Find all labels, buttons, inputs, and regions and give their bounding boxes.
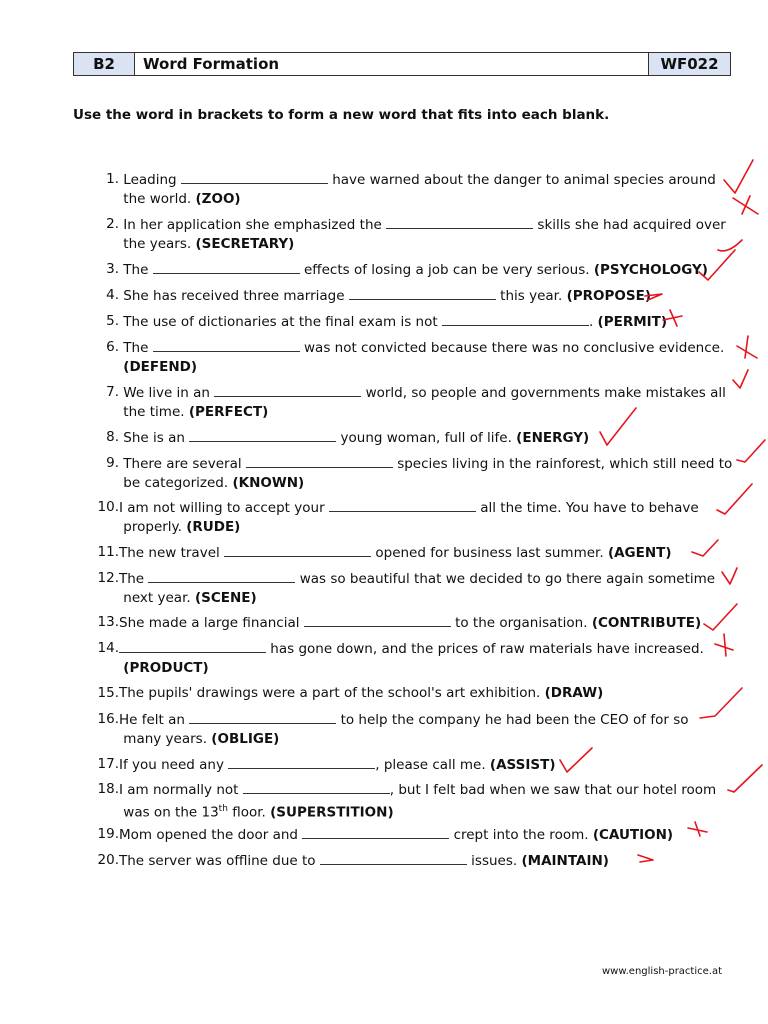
answer-blank[interactable] [386, 215, 533, 229]
item-text: I am not willing to accept your [119, 500, 325, 516]
item-text: She has received three marriage [123, 288, 345, 304]
item-text: all the time. You have to behave [480, 500, 699, 516]
item-number: 15. [97, 685, 119, 701]
item-text: , but I felt bad when we saw that our hotel room [389, 782, 717, 798]
instructions: Use the word in brackets to form a new word that fits into each blank. [73, 107, 610, 123]
answer-blank[interactable] [189, 710, 336, 724]
exercise-item [95, 215, 735, 254]
item-text: The new travel [119, 545, 220, 561]
answer-blank[interactable] [329, 498, 476, 512]
item-number: 8. [106, 429, 119, 445]
item-text: this year. [500, 288, 563, 304]
item-number: 6. [106, 339, 119, 355]
cross-mark [737, 336, 757, 358]
answer-blank[interactable] [302, 825, 449, 839]
item-number: 5. [106, 313, 119, 329]
exercise-item [95, 639, 735, 678]
item-number: 3. [106, 261, 119, 277]
item-text: I am normally not [119, 782, 239, 798]
item-text: was so beautiful that we decided to go there again sometime [299, 571, 716, 587]
root-word: (SUPERSTITION) [270, 804, 394, 821]
item-text: crept into the room. [453, 827, 589, 843]
item-text: The [123, 262, 149, 278]
answer-blank[interactable] [148, 569, 295, 583]
root-word: (MAINTAIN) [521, 853, 609, 869]
item-text: There are several [123, 456, 242, 472]
item-number: 2. [106, 216, 119, 232]
item-number: 20. [97, 852, 119, 868]
item-text: next year. [123, 590, 191, 606]
item-number: 16. [97, 711, 119, 727]
footer-url[interactable]: www.english-practice.at [602, 966, 723, 977]
exercise-item [95, 780, 735, 823]
exercise-item [95, 851, 735, 871]
check-mark [737, 440, 765, 462]
header-table [73, 52, 731, 76]
cross-mark [733, 196, 758, 214]
item-text: The server was offline due to [119, 853, 316, 869]
root-word: (SCENE) [194, 590, 257, 606]
answer-blank[interactable] [246, 454, 393, 468]
item-text: We live in an [123, 385, 210, 401]
item-number: 19. [97, 826, 119, 842]
exercise-item [95, 170, 735, 209]
answer-blank[interactable] [153, 260, 300, 274]
root-word: (OBLIGE) [211, 731, 280, 747]
item-text: properly. [123, 519, 182, 535]
item-text: skills she had acquired over [537, 217, 726, 233]
exercise-item [95, 613, 735, 633]
level-cell: B2 [74, 53, 135, 75]
exercise-item [95, 312, 735, 332]
root-word: (AGENT) [607, 545, 672, 561]
answer-blank[interactable] [119, 639, 266, 653]
item-text: effects of losing a job can be very serious. [304, 262, 590, 278]
check-mark [733, 370, 748, 388]
item-text: the time. [123, 404, 185, 420]
item-text: The [119, 571, 145, 587]
item-text: be categorized. [123, 475, 229, 491]
item-text: many years. [123, 731, 207, 747]
exercise-item [95, 710, 735, 749]
root-word: (CAUTION) [592, 827, 674, 843]
item-text: In her application she emphasized the [123, 217, 382, 233]
answer-blank[interactable] [189, 428, 336, 442]
answer-blank[interactable] [214, 383, 361, 397]
item-number: 14. [97, 640, 119, 656]
answer-blank[interactable] [228, 755, 375, 769]
item-text: have warned about the danger to animal species around [332, 172, 716, 188]
answer-blank[interactable] [153, 338, 300, 352]
item-text: The [123, 340, 149, 356]
item-text: was not convicted because there was no conclusive evidence. [304, 340, 725, 356]
root-word: (DRAW) [544, 685, 604, 701]
root-word: (ZOO) [195, 191, 241, 207]
item-text: The pupils' drawings were a part of the school's art exhibition. [119, 685, 541, 701]
item-number: 10. [97, 499, 119, 515]
item-number: 12. [97, 570, 119, 586]
item-text: Mom opened the door and [119, 827, 298, 843]
item-text: , please call me. [375, 757, 486, 773]
item-number: 13. [97, 614, 119, 630]
item-text: to help the company he had been the CEO of for so [340, 712, 689, 728]
item-number: 4. [106, 287, 119, 303]
item-text: world, so people and governments make mistakes all [365, 385, 726, 401]
item-number: 1. [106, 171, 119, 187]
answer-blank[interactable] [320, 851, 467, 865]
item-text: Leading [123, 172, 177, 188]
answer-blank[interactable] [304, 613, 451, 627]
item-number: 11. [97, 544, 119, 560]
root-word: (SECRETARY) [195, 236, 295, 252]
item-text: The use of dictionaries at the final exam is not [123, 314, 438, 330]
exercise-item [95, 454, 735, 493]
exercise-item [95, 286, 735, 306]
exercise-item [95, 569, 735, 608]
root-word: (PERFECT) [188, 404, 269, 420]
exercise-item [95, 383, 735, 422]
item-number: 9. [106, 455, 119, 471]
exercise-item [95, 755, 735, 775]
item-text: young woman, full of life. [340, 430, 512, 446]
answer-blank[interactable] [349, 286, 496, 300]
exercise-item [95, 543, 735, 563]
item-text: He felt an [119, 712, 185, 728]
item-text: the world. [123, 191, 192, 207]
root-word: (RUDE) [186, 519, 241, 535]
root-word: (PROPOSE) [566, 288, 651, 304]
exercise-item [95, 260, 735, 280]
item-text: If you need any [119, 757, 224, 773]
item-number: 7. [106, 384, 119, 400]
root-word: (KNOWN) [232, 475, 305, 491]
item-text: She is an [123, 430, 185, 446]
item-text: the years. [123, 236, 192, 252]
item-text: has gone down, and the prices of raw materials have increased. [270, 641, 704, 657]
answer-blank[interactable] [243, 780, 390, 794]
superscript: th [218, 804, 228, 814]
root-word: (DEFEND) [123, 359, 198, 375]
worksheet-code: WF022 [649, 53, 730, 75]
item-text: was on the 13 [123, 804, 219, 821]
item-number: 17. [97, 756, 119, 772]
exercise-item [95, 338, 735, 377]
exercise-item [95, 825, 735, 845]
root-word: (ASSIST) [489, 757, 556, 773]
answer-blank[interactable] [442, 312, 589, 326]
root-word: (PRODUCT) [123, 660, 209, 676]
answer-blank[interactable] [181, 170, 328, 184]
exercise-item [95, 498, 735, 537]
item-text: species living in the rainforest, which still need to [397, 456, 733, 472]
item-text: She made a large financial [119, 615, 300, 631]
root-word: (PERMIT) [597, 314, 668, 330]
root-word: (CONTRIBUTE) [591, 615, 702, 631]
answer-blank[interactable] [224, 543, 371, 557]
root-word: (PSYCHOLOGY) [593, 262, 708, 278]
worksheet-title: Word Formation [135, 53, 649, 75]
item-text: . [588, 314, 594, 330]
exercise-item [95, 428, 735, 448]
item-text: floor. [232, 804, 266, 821]
item-text: opened for business last summer. [375, 545, 604, 561]
item-text: issues. [471, 853, 518, 869]
item-number: 18. [97, 781, 119, 797]
item-text: to the organisation. [455, 615, 588, 631]
root-word: (ENERGY) [516, 430, 590, 446]
exercise-item [95, 684, 735, 703]
